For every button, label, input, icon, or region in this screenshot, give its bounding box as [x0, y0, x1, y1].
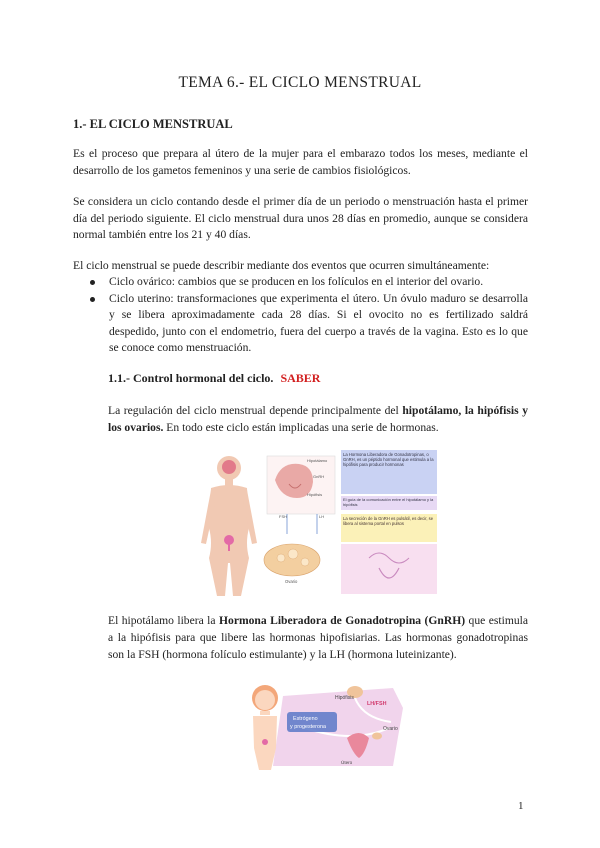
hormone-loop-figure: [243, 678, 409, 770]
hormonal-axis-figure: [189, 448, 439, 598]
events-list: [73, 274, 528, 357]
page-number: 1: [518, 800, 524, 812]
label-ovario: Ovario: [383, 726, 398, 732]
label-hipotalamo: Hipotálamo: [307, 458, 328, 463]
label-ovario: Ovario: [285, 579, 298, 584]
body-silhouette: [201, 456, 257, 596]
bold-text-run: hipotálamo, la hipófisis y los ovarios.: [108, 404, 528, 434]
info-box-blue-text: La Hormona Liberadora de Gonadotropinas, o GnRH, es un péptido hormonal que estimula a la hipófisis para producir hormonas: [343, 452, 434, 467]
list-item-ovarian-cycle: [73, 274, 528, 291]
label-hipofisis: Hipófisis: [307, 492, 323, 497]
ovary-icon: [372, 733, 382, 740]
paragraph-definition: Es el proceso que prepara al útero de la mujer para el embarazo todos los meses, mediante el desarrollo de los gametos femeninos y una serie de cambios fisiológicos.: [73, 147, 528, 177]
label-fsh: FSH: [279, 514, 287, 519]
text-run: que estimula a la hipófisis para que libere las hormonas hipofisiarias. Las hormonas gonadotropinas son la FSH (hormona folículo estimulante) y la LH (hormona luteinizante).: [108, 614, 528, 661]
document-title: TEMA 6.- EL CICLO MENSTRUAL: [178, 74, 422, 91]
label-utero: Útero: [341, 760, 353, 765]
label-gnrh: GnRH: [313, 474, 325, 479]
ovary-icon: [264, 544, 320, 576]
bullet-icon: [90, 280, 95, 285]
paragraph-duration: Se considera un ciclo contando desde el primer día de un periodo o menstruación hasta el primer día del periodo siguiente. El ciclo menstrual dura unos 28 días en promedio, aunque se considera normal también entre los 21 y 40 días.: [73, 195, 528, 241]
section-heading-text: 1.1.- Control hormonal del ciclo.: [108, 371, 274, 385]
text-run: En todo este ciclo están implicadas una serie de hormonas.: [163, 421, 439, 434]
paragraph-gnrh: [108, 612, 528, 663]
saber-tag: SABER: [280, 371, 321, 385]
info-box-yellow-text: La secreción de la GnRH es pulsátil, es decir, se libera al sistema portal en pulsos: [343, 516, 434, 526]
bold-text-run: Hormona Liberadora de Gonadotropina (GnRH): [219, 614, 466, 627]
section-heading-1: 1.- EL CICLO MENSTRUAL: [73, 117, 233, 131]
list-item-text: Ciclo ovárico: cambios que se producen en los folículos en el interior del ovario.: [109, 275, 484, 288]
info-box-purple-text: El guía de la comunicación entre el hipotálamo y la hipófisis: [343, 497, 434, 507]
text-run: La regulación del ciclo menstrual depende principalmente del: [108, 404, 403, 417]
label-hipofisis: Hipófisis: [335, 695, 354, 701]
list-item-uterine-cycle: [73, 291, 528, 357]
label-lh: LH: [319, 514, 325, 519]
bullet-icon: [90, 297, 95, 302]
paragraph-hormonal-regulation: [108, 402, 528, 436]
info-box-pink: [341, 544, 437, 594]
text-run: El hipotálamo libera la: [108, 614, 219, 627]
label-lhfsh: LH/FSH: [367, 701, 387, 707]
label-progesterona: y progesterona: [290, 724, 326, 730]
label-estrogeno: Estrógeno: [293, 716, 318, 722]
paragraph-events-intro: El ciclo menstrual se puede describir mediante dos eventos que ocurren simultáneamente:: [73, 259, 490, 272]
section-heading-1-1: [108, 371, 320, 386]
list-item-text: Ciclo uterino: transformaciones que experimenta el útero. Un óvulo maduro se desarrolla y se libera aproximadamente cada 28 días. Si el ovocito no es fertilizado saldrá despedido, junto con el endometrio, fuera del cuerpo a través de la vagina. Esto es lo que se conoce como menstruación.: [109, 291, 528, 354]
